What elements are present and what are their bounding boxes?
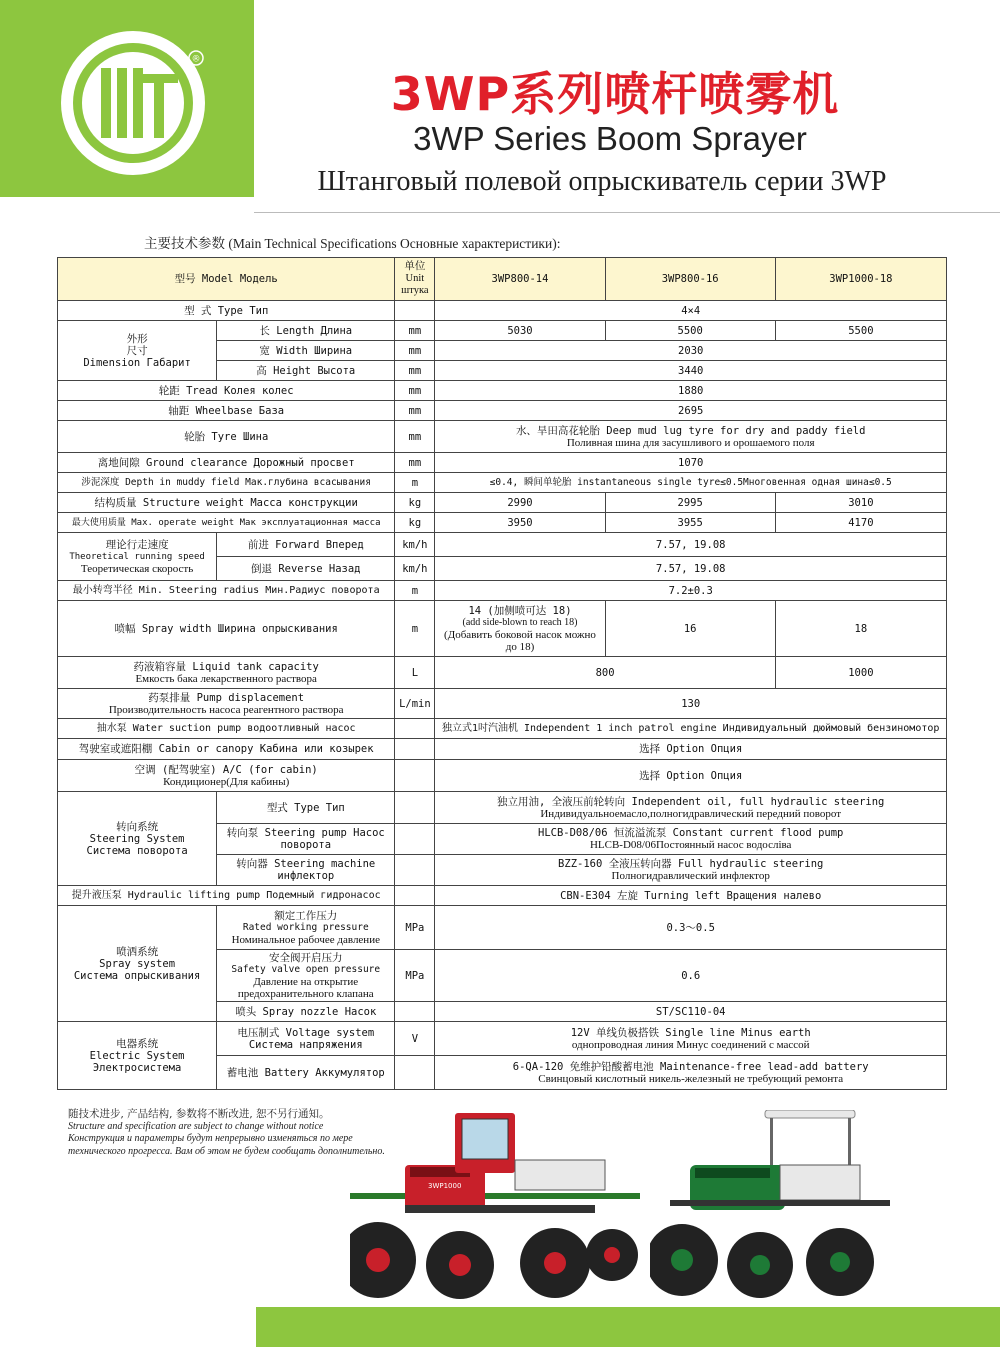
note-ru: Конструкция и параметры будут непрерывно изменяться по мере технического прогресса. Вам об этом не будем сообщать дополнительно.: [68, 1133, 385, 1157]
table-row: [58, 581, 947, 601]
electric-group-label: 电器系统 Electric System Электросистема: [58, 1022, 217, 1090]
row-value: 3010: [775, 493, 946, 513]
row-label: 抽水泵 Water suction pump водоотливный насос: [58, 719, 395, 739]
row-label: 轮距 Tread Колея колес: [58, 381, 395, 401]
header-model: 型号 Model Модель: [58, 258, 395, 301]
row-value: 12V 单线负极搭铁 Single line Minus earth: [570, 1026, 811, 1039]
row-label: 型式 Type Тип: [217, 792, 395, 824]
row-value-ru: Полногидравлический инфлектор: [611, 870, 770, 882]
table-row: [58, 739, 947, 760]
row-label-ru: Кондиционер(Для кабины): [163, 775, 290, 788]
header-divider: [254, 212, 1000, 213]
row-value: 0.6: [435, 950, 947, 1002]
row-label-ru: Емкость бака лекарственного раствора: [135, 672, 317, 685]
row-label-ru: Производительность насоса реагентного раствора: [108, 703, 344, 716]
table-row: [58, 1022, 947, 1056]
row-value: 2995: [605, 493, 775, 513]
table-row: [58, 760, 947, 792]
row-label: 结构质量 Structure weight Масса конструкции: [58, 493, 395, 513]
row-value: 1070: [435, 453, 947, 473]
row-value: 7.57, 19.08: [435, 533, 947, 557]
unit-cell: mm: [395, 321, 435, 341]
header-unit: 单位 Unit штука: [395, 258, 435, 301]
row-value-ru: однопроводная линия Минус соединений с массой: [571, 1038, 810, 1051]
row-value: 3955: [605, 513, 775, 533]
row-value: 800: [435, 657, 775, 689]
unit-cell: km/h: [395, 533, 435, 557]
brand-logo-icon: [0, 0, 254, 197]
row-value: 3950: [435, 513, 605, 533]
steering-group-label: 转向系统 Steering System Система поворота: [58, 792, 217, 886]
row-value: 7.57, 19.08: [435, 557, 947, 581]
row-label: 倒退 Reverse Назад: [217, 557, 395, 581]
row-value: CBN-E304 左旋 Turning left Вращения налево: [435, 886, 947, 906]
header-model-2: 3WP800-16: [605, 258, 775, 301]
unit-cell: km/h: [395, 557, 435, 581]
row-label-ru: Номинальное рабочее давление: [231, 933, 380, 946]
row-label: 宽 Width Ширина: [217, 341, 395, 361]
row-label-ru: Давление на открытие предохранительного клапана: [237, 975, 374, 1000]
row-label: 高 Height Высота: [217, 361, 395, 381]
table-row: [58, 906, 947, 950]
title-chinese: 3WP系列喷杆喷雾机: [390, 67, 840, 121]
speed-group-cn: 理论行走速度: [105, 538, 169, 551]
table-row: [58, 886, 947, 906]
table-row: [58, 533, 947, 557]
dimension-group-label: 外形 尺寸 Dimension Габарит: [58, 321, 217, 381]
speed-group-en: Theoretical running speed: [69, 551, 205, 562]
table-row: [58, 792, 947, 824]
unit-cell: kg: [395, 513, 435, 533]
row-label: 离地间隙 Ground clearance Дорожный просвет: [58, 453, 395, 473]
row-label: 空调 (配驾驶室) A/C (for cabin): [134, 763, 318, 776]
row-value: 130: [435, 689, 947, 719]
table-row: [58, 401, 947, 421]
row-value-en: (add side-blown to reach 18): [462, 616, 578, 628]
row-value: 选择 Option Опция: [435, 739, 947, 760]
row-label: 最大使用质量 Max. operate weight Мак эксплуатационная масса: [58, 513, 395, 533]
table-row: [58, 473, 947, 493]
row-label-en: Rated working pressure: [242, 921, 369, 933]
unit-cell: L/min: [395, 689, 435, 719]
unit-cell: mm: [395, 401, 435, 421]
row-value: 选择 Option Опция: [435, 760, 947, 792]
table-row: [58, 381, 947, 401]
red-sprayer-label: 3WP1000: [428, 1182, 462, 1190]
unit-cell: mm: [395, 381, 435, 401]
unit-cell: MPa: [395, 950, 435, 1002]
row-value: 水、旱田高花轮胎 Deep mud lug tyre for dry and paddy field: [515, 424, 866, 437]
row-value: BZZ-160 全液压转向器 Full hydraulic steering: [558, 858, 824, 870]
row-label: 轴距 Wheelbase База: [58, 401, 395, 421]
row-label: 额定工作压力: [274, 909, 338, 922]
row-label: 最小转弯半径 Min. Steering radius Мин.Радиус поворота: [58, 581, 395, 601]
row-value: 5030: [435, 321, 605, 341]
row-label: 转向器 Steering machine инфлектор: [217, 855, 395, 886]
row-value: 0.3～0.5: [435, 906, 947, 950]
row-value: 独立式1吋汽油机 Independent 1 inch patrol engine Индивидуальный дюймовый бензиномотор: [435, 719, 947, 739]
row-value: 4170: [775, 513, 946, 533]
table-row: [58, 513, 947, 533]
red-sprayer-image: [350, 1105, 640, 1305]
row-value: 18: [775, 601, 946, 657]
title-russian: Штанговый полевой опрыскиватель серии 3WP: [317, 166, 887, 197]
row-label: 喷头 Spray nozzle Насок: [217, 1002, 395, 1022]
green-sprayer-image: [650, 1110, 900, 1305]
row-value: 14 (加侧喷可达 18): [468, 604, 572, 617]
header-model-3: 3WP1000-18: [775, 258, 946, 301]
note-cn: 随技术进步, 产品结构, 参数将不断改进, 恕不另行通知。: [68, 1108, 330, 1120]
unit-cell: mm: [395, 361, 435, 381]
speed-group-ru: Теоретическая скорость: [80, 562, 194, 575]
row-label: 喷幅 Spray width Ширина опрыскивания: [58, 601, 395, 657]
row-value: ST/SC110-04: [435, 1002, 947, 1022]
row-value-ru: HLCB-D08/06Постоянный насос водосліва: [589, 839, 792, 851]
row-label: 型 式 Type Тип: [58, 301, 395, 321]
row-label: 驾驶室或遮阳棚 Cabin or canopy Кабина или козырек: [58, 739, 395, 760]
row-value: 5500: [775, 321, 946, 341]
row-label: 药液箱容量 Liquid tank capacity: [133, 660, 319, 673]
row-value: 7.2±0.3: [435, 581, 947, 601]
unit-cell: m: [395, 473, 435, 493]
disclaimer-note: [68, 1108, 398, 1158]
row-label: 蓄电池 Battery Аккумулятор: [217, 1056, 395, 1090]
speed-group-label: [58, 533, 217, 581]
table-row: [58, 321, 947, 341]
unit-cell: mm: [395, 453, 435, 473]
row-label-en: Safety valve open pressure: [231, 963, 381, 975]
row-value: 3440: [435, 361, 947, 381]
row-label: 电压制式 Voltage system Система напряжения: [217, 1022, 395, 1056]
row-value: 1880: [435, 381, 947, 401]
row-label: 前进 Forward Вперед: [217, 533, 395, 557]
row-label: 药泵排量 Pump displacement: [148, 691, 305, 704]
unit-cell: L: [395, 657, 435, 689]
row-value: 6-QA-120 免维护铅酸蓄电池 Maintenance-free lead-add battery: [512, 1060, 869, 1073]
row-value: 1000: [775, 657, 946, 689]
unit-cell: mm: [395, 421, 435, 453]
row-value-ru: Индивидуальноемасло,полногидравлический передний поворот: [540, 807, 842, 820]
brand-logo-panel: [0, 0, 254, 197]
spec-heading: 主要技术参数 (Main Technical Specifications Основные характеристики):: [144, 236, 561, 251]
unit-cell: mm: [395, 341, 435, 361]
unit-cell: MPa: [395, 906, 435, 950]
row-value: 2030: [435, 341, 947, 361]
unit-cell: m: [395, 601, 435, 657]
table-row: [58, 719, 947, 739]
unit-cell: V: [395, 1022, 435, 1056]
table-row: [58, 689, 947, 719]
registered-mark: ®: [191, 54, 201, 65]
spray-group-label: 喷洒系统 Spray system Система опрыскивания: [58, 906, 217, 1022]
spec-table: [57, 257, 947, 1090]
note-en: Structure and specification are subject to change without notice: [68, 1120, 324, 1132]
row-label: 安全阀开启压力: [269, 951, 343, 964]
row-value: 2990: [435, 493, 605, 513]
table-row: [58, 421, 947, 453]
table-row: [58, 301, 947, 321]
row-value-ru: (Добавить боковой насок можно до 18): [444, 628, 596, 653]
row-label: 长 Length Длина: [217, 321, 395, 341]
table-header-row: [58, 258, 947, 301]
row-value: 独立用油, 全液压前轮转向 Independent oil, full hydraulic steering: [497, 795, 885, 808]
row-label: 转向泵 Steering pump Насос поворота: [217, 824, 395, 855]
table-row: [58, 453, 947, 473]
title-english: 3WP Series Boom Sprayer: [413, 120, 807, 157]
row-label: 提升液压泵 Hydraulic lifting pump Подемный гидронасос: [58, 886, 395, 906]
row-value: 2695: [435, 401, 947, 421]
row-value-ru: Полив​ная шина для засушливого и орошаемого поля: [566, 436, 815, 449]
row-value: 16: [605, 601, 775, 657]
header-model-1: 3WP800-14: [435, 258, 605, 301]
table-row: [58, 657, 947, 689]
row-value: ≤0.4, 瞬间单轮胎 instantaneous single tyre≤0.5Многовенная одная шина≤0.5: [435, 473, 947, 493]
row-label: 涉泥深度 Depth in muddy field Мак.глубина всасывания: [58, 473, 395, 493]
row-label: 轮胎 Tyre Шина: [58, 421, 395, 453]
table-row: [58, 601, 947, 657]
unit-cell: kg: [395, 493, 435, 513]
row-value: 5500: [605, 321, 775, 341]
unit-cell: m: [395, 581, 435, 601]
row-value: 4×4: [435, 301, 947, 321]
row-value: HLCB-D08/06 恒流溢流泵 Constant current flood pump: [538, 827, 844, 839]
footer-green-bar: [256, 1307, 1000, 1347]
table-row: [58, 493, 947, 513]
row-value-ru: Свинцовый кислотный никель-железный не требующий ремонта: [538, 1072, 844, 1085]
